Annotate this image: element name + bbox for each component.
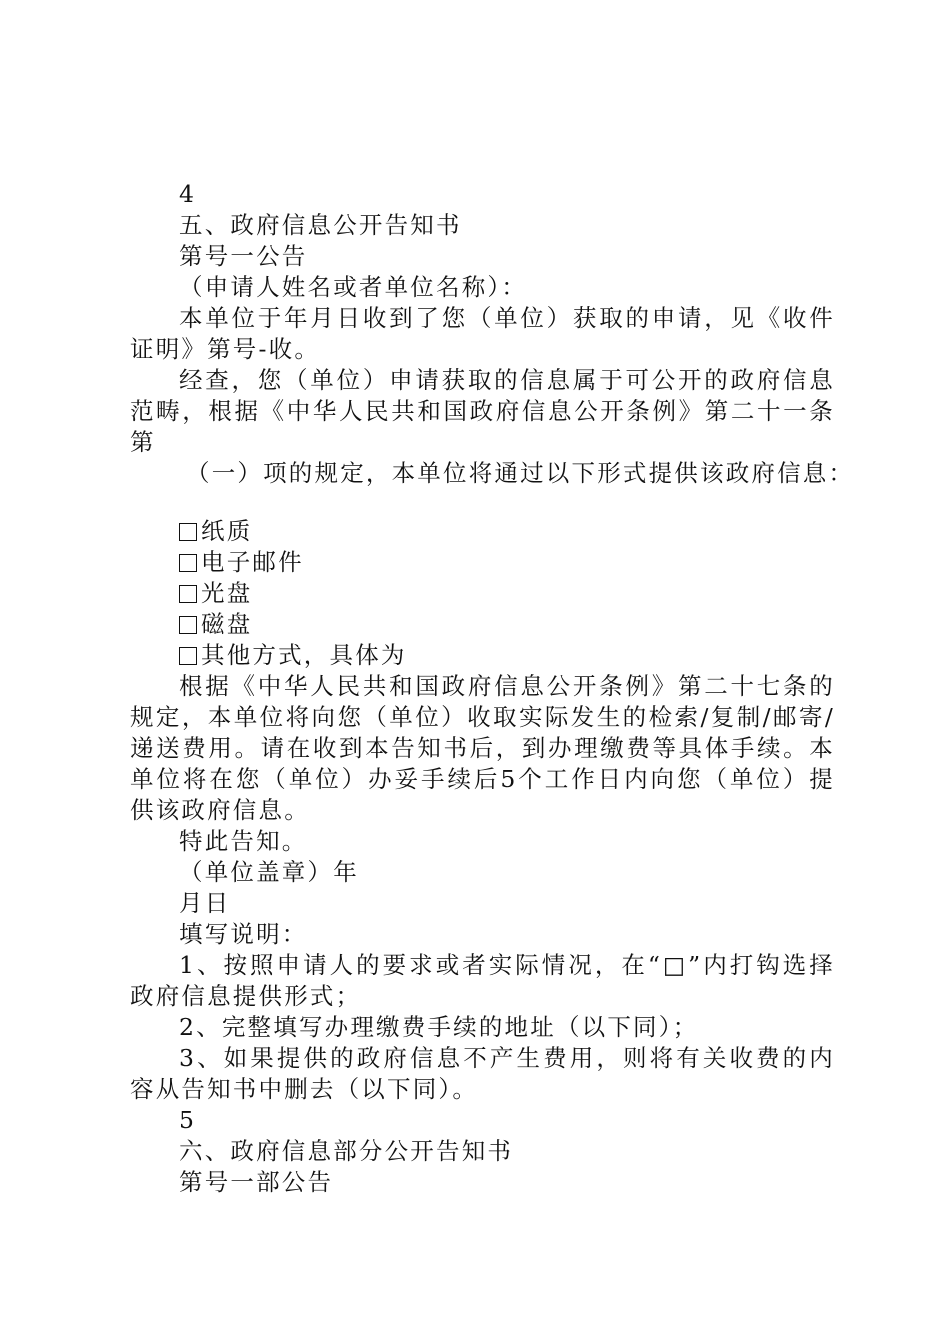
document-number: 第号一公告 — [179, 242, 308, 270]
option-disk — [130, 609, 835, 640]
note-1: 1、按照申请人的要求或者实际情况，在“□”内打钩选择政府信息提供形式； — [130, 951, 835, 1010]
closing-text: 特此告知。 — [179, 827, 308, 855]
section-title: 六、政府信息部分公开告知书 — [179, 1137, 514, 1165]
checkbox-icon — [179, 647, 197, 665]
option-cd — [130, 578, 835, 609]
document-page — [130, 179, 855, 1198]
addressee: （申请人姓名或者单位名称）： — [179, 273, 528, 301]
checkbox-icon — [179, 554, 197, 572]
document-number: 第号一部公告 — [179, 1168, 334, 1196]
paragraph-receipt: 本单位于年月日收到了您（单位）获取的申请，见《收件证明》第号-收。 — [130, 304, 835, 363]
page-number: 4 — [179, 180, 197, 208]
spacer — [130, 489, 835, 516]
paragraph-review: 经查，您（单位）申请获取的信息属于可公开的政府信息范畴，根据《中华人民共和国政府信息公开条例》第二十一条第 — [130, 366, 835, 456]
note-2: 2、完整填写办理缴费手续的地址（以下同）； — [179, 1013, 699, 1041]
note-3: 3、如果提供的政府信息不产生费用，则将有关收费的内容从告知书中删去（以下同）。 — [130, 1044, 835, 1103]
seal-line: （单位盖章）年 — [179, 858, 359, 886]
checkbox-icon — [179, 616, 197, 634]
option-email — [130, 547, 835, 578]
notes-title: 填写说明： — [179, 920, 308, 948]
paragraph-provision: （一）项的规定，本单位将通过以下形式提供该政府信息： — [186, 459, 855, 487]
checkbox-icon — [179, 523, 197, 541]
option-label: 磁盘 — [201, 610, 253, 638]
option-label: 光盘 — [201, 579, 253, 607]
date-line: 月日 — [179, 889, 231, 917]
option-label: 其他方式，具体为 — [201, 641, 407, 669]
checkbox-icon — [179, 585, 197, 603]
option-label: 纸质 — [201, 517, 253, 545]
option-other — [130, 640, 835, 671]
paragraph-fees: 根据《中华人民共和国政府信息公开条例》第二十七条的规定，本单位将向您（单位）收取实际发生的检索/复制/邮寄/递送费用。请在收到本告知书后，到办理缴费等具体手续。本单位将在您（单位）办妥手续后5个工作日内向您（单位）提供该政府信息。 — [130, 672, 835, 824]
option-paper — [130, 516, 835, 547]
page-number: 5 — [179, 1106, 197, 1134]
section-title: 五、政府信息公开告知书 — [179, 211, 462, 239]
option-label: 电子邮件 — [201, 548, 304, 576]
